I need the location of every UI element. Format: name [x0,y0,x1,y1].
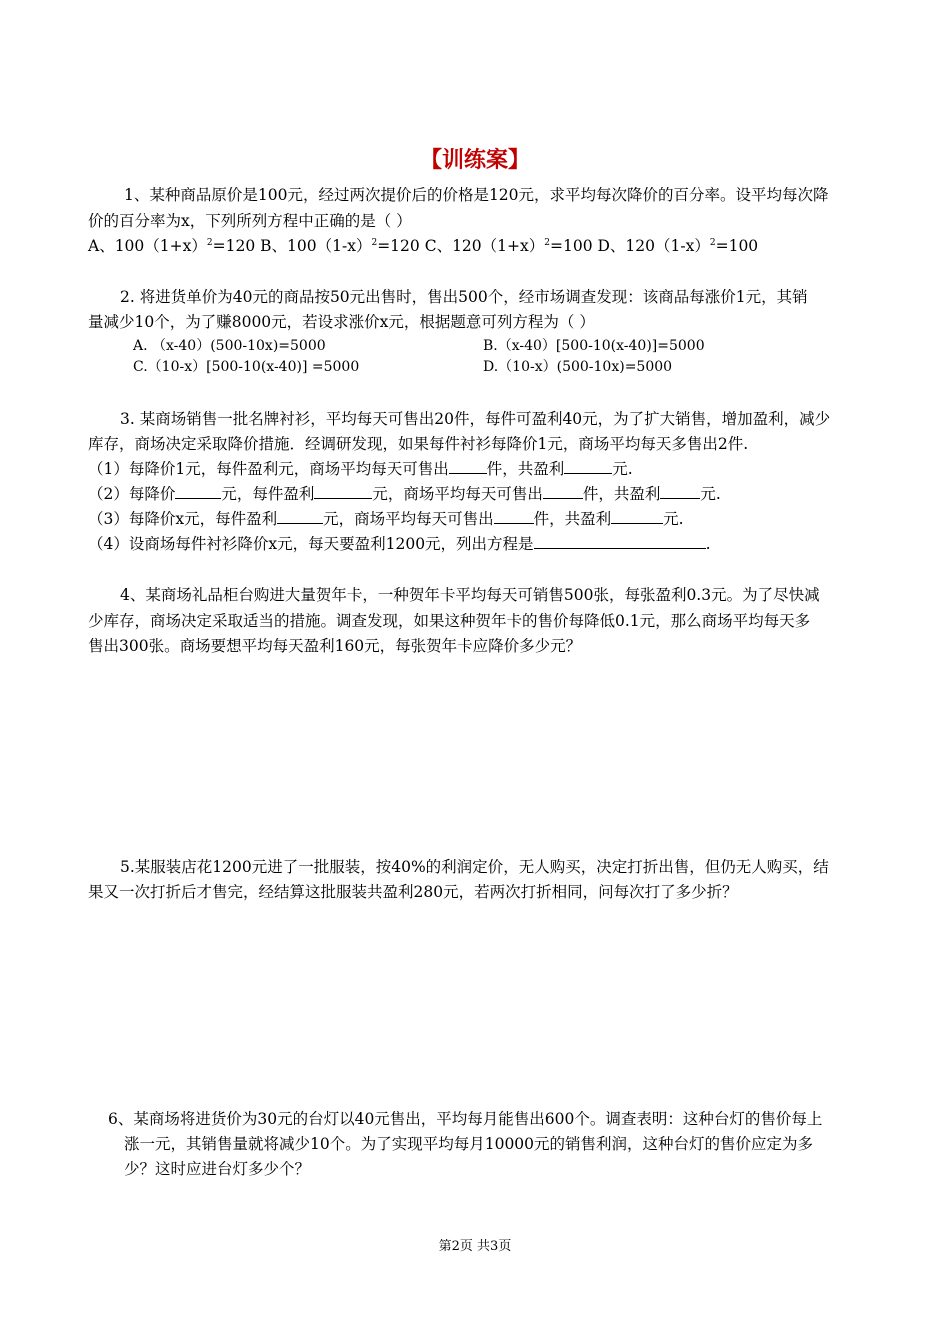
q5-line-1: 5.某服装店花1200元进了一批服装，按40%的利润定价，无人购买，决定打折出售，但仍无人购买，结 [120,858,829,876]
q3-line-2: 库存，商场决定采取降价措施．经调研发现，如果每件衬衫每降价1元，商场平均每天多售出2件. [88,435,749,453]
q3-line-1: 3. 某商场销售一批名牌衬衫，平均每天可售出20件，每件可盈利40元，为了扩大销售，增加盈利，减少 [120,410,831,428]
q2-option-c: C.（10-x）[500-10(x-40)] =5000 [133,359,360,375]
q3-sub-1: （1）每降价1元，每件盈利元，商场平均每天可售出 件，共盈利 元. [88,460,633,478]
q6-line-2: 涨一元，其销售量就将减少10个。为了实现平均每月10000元的销售利润，这种台灯的售价应定为多 [124,1135,814,1153]
q3-sub-4: （4）设商场每件衬衫降价x元，每天要盈利1200元，列出方程是 . [88,535,711,553]
q2-option-d: D.（10-x）(500-10x)=5000 [483,359,673,375]
q6-line-3: 少？这时应进台灯多少个？ [124,1160,311,1178]
q2-line-2: 量减少10个，为了赚8000元，若设求涨价x元，根据题意可列方程为（ ） [88,313,595,331]
q3-sub-2: （2）每降价 元，每件盈利 元，商场平均每天可售出 件，共盈利 元. [88,485,721,503]
page-title: 【训练案】 [419,148,530,173]
q2-option-a: A. （x-40）(500-10x)=5000 [133,338,326,354]
q3-sub-3: （3）每降价x元，每件盈利 元，商场平均每天可售出 件，共盈利 元. [88,510,684,528]
q6-line-1: 6、某商场将进货价为30元的台灯以40元售出，平均每月能售出600个。调查表明：这种台灯的售价每上 [108,1110,823,1128]
q5-line-2: 果又一次打折后才售完，经结算这批服装共盈利280元，若两次打折相同，问每次打了多少折？ [88,883,738,901]
q1-line-1: 1、某种商品原价是100元，经过两次提价后的价格是120元，求平均每次降价的百分率。设平均每次降 [124,186,829,204]
q1-options [88,235,758,257]
q4-line-2: 少库存，商场决定采取适当的措施。调查发现，如果这种贺年卡的售价每降低0.1元，那么商场平均每天多 [88,612,811,630]
q2-option-b: B.（x-40）[500-10(x-40)]=5000 [483,338,705,354]
page-footer: 第2页 共3页 [438,1239,512,1254]
q4-line-1: 4、某商场礼品柜台购进大量贺年卡，一种贺年卡平均每天可销售500张，每张盈利0.3元。为了尽快减 [120,586,820,604]
q1-option-a: A、$100(1+x)^2=120$ [88,237,256,255]
q1-option-d: D、$120(1-x)^2=100$ [597,237,759,255]
q1-option-c: C、$120(1+x)^2=100$ [424,237,593,255]
q4-line-3: 售出300张。商场要想平均每天盈利160元，每张贺年卡应降价多少元？ [88,637,582,655]
q2-line-1: 2. 将进货单价为40元的商品按50元出售时，售出500个，经市场调查发现：该商品每涨价1元，其销 [120,288,808,306]
q1-option-b: B、$100(1-x)^2=120$ [260,237,420,255]
q1-line-2: 价的百分率为x，下列所列方程中正确的是（ ） [88,212,412,230]
